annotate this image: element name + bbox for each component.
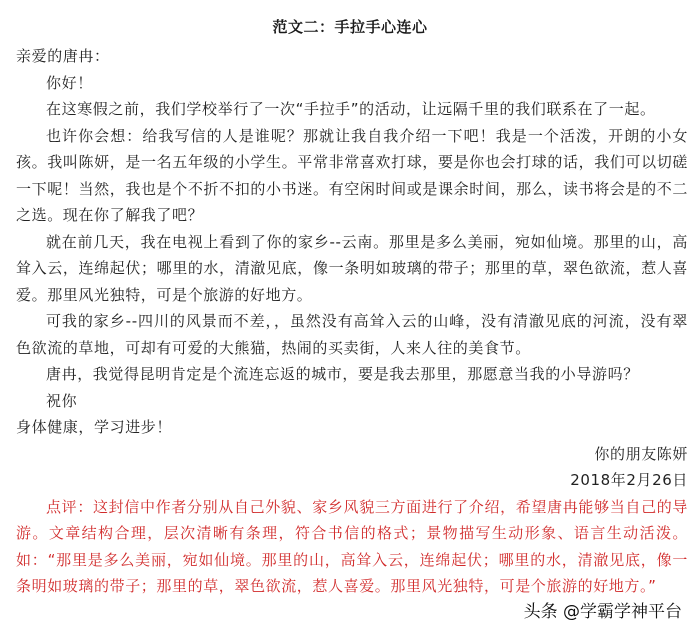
paragraph-2: 也许你会想：给我写信的人是谁呢？那就让我自我介绍一下吧！我是一个活泼，开朗的小女孩。我叫陈妍，是一名五年级的小学生。平常非常喜欢打球，要是你也会打球的话，我们可以切磋一下呢！当然，我也是个不折不扣的小书迷。有空闲时间或是课余时间，那么，读书将会是的不二之选。现在你了解我了吧？ xyxy=(16,126,688,224)
watermark: 头条 @学霸学神平台 xyxy=(524,597,682,622)
greeting: 你好！ xyxy=(46,73,93,92)
paragraph-5: 唐冉，我觉得昆明肯定是个流连忘返的城市，要是我去那里，那愿意当我的小导游吗？ xyxy=(46,365,639,383)
date: 2018年2月26日 xyxy=(570,471,688,489)
comment-text: 这封信中作者分别从自己外貌、家乡风貌三方面进行了介绍，希望唐冉能够当自己的导游。文章结构合理，层次清晰有条理，符合书信的格式；景物描写生动形象、语言生动活泼。如：“那里是多么美丽，宛如仙境。那里的山，高耸入云，连绵起伏；哪里的水，清澈见底，像一条明如玻璃的带子；那里的草，翠色欲流，惹人喜爱。那里风光独特，可是个旅游的好地方。” xyxy=(16,497,688,595)
closing-wish: 祝你 xyxy=(46,391,78,410)
document-title: 范文二：手拉手心连心 xyxy=(272,18,428,36)
letter-body xyxy=(16,43,688,600)
salutation: 亲爱的唐冉： xyxy=(16,47,110,65)
paragraph-1: 在这寒假之前，我们学校举行了一次“手拉手”的活动，让远隔千里的我们联系在了一起。 xyxy=(46,100,656,118)
paragraph-3: 就在前几天，我在电视上看到了你的家乡--云南。那里是多么美丽，宛如仙境。那里的山，高耸入云，连绵起伏；哪里的水，清澈见底，像一条明如玻璃的带子；那里的草，翠色欲流，惹人喜爱。那里风光独特，可是个旅游的好地方。 xyxy=(16,232,688,304)
comment-label: 点评： xyxy=(46,497,93,516)
paragraph-4: 可我的家乡--四川的风景而不差，，虽然没有高耸入云的山峰，没有清澈见底的河流，没有翠色欲流的草地，可却有可爱的大熊猫，热闹的买卖街，人来人往的美食节。 xyxy=(16,312,688,357)
closing-blessing: 身体健康，学习进步！ xyxy=(16,418,173,436)
comment-paragraph xyxy=(16,494,688,600)
signature: 你的朋友陈妍 xyxy=(594,444,688,463)
